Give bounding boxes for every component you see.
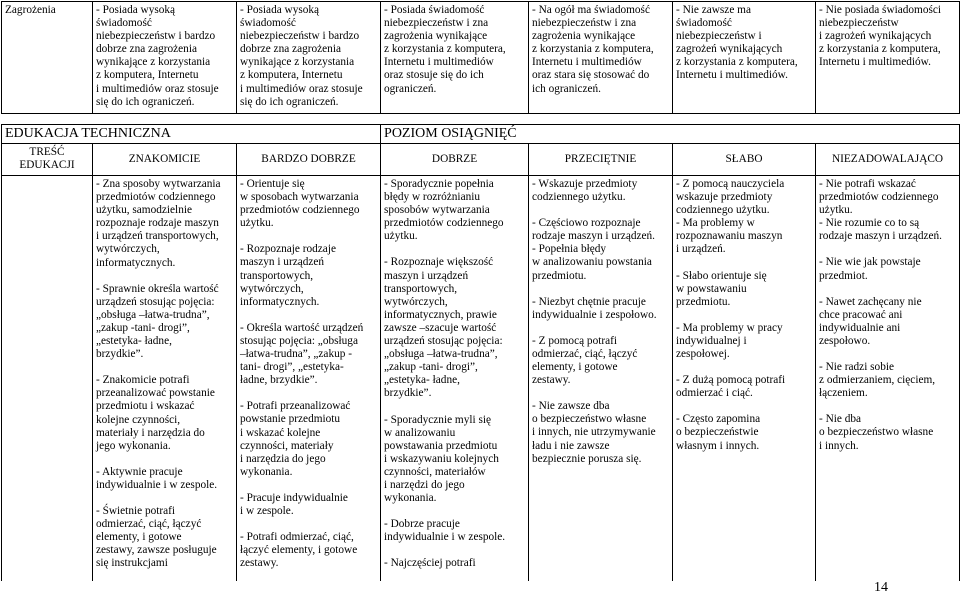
criterion: - Ma problemy w pracy indywidualnej i zespołowej. (676, 321, 783, 361)
criterion: - Rozpoznaje większość maszyn i urządzeń transportowych, wytwórczych, informatycznych, prawie zawsze –szacuje wartość urządzeń stosując pojęcia: „obsługa –łatwa-trudna”, „zakup -tani- drogi”, „estetyka- ładne, brzydkie”. (384, 256, 503, 400)
level-header-slabo: SŁABO (673, 144, 816, 176)
criterion: - Najczęściej potrafi (384, 557, 476, 570)
criterion: - Często zapomina o bezpieczeństwie własnym i innych. (676, 413, 761, 452)
top-table (1, 1, 960, 114)
criterion: - Z pomocą potrafi odmierzać, ciąć, łączyć elementy, i gotowe zestawy. (532, 334, 638, 387)
criterion: - Z pomocą nauczyciela wskazuje przedmioty codziennego użytku. - Ma problemy w rozpoznawaniu maszyn i urządzeń. (676, 178, 785, 256)
content-cell-slabo (673, 176, 816, 581)
criterion: - Częściowo rozpoznaje rodzaje maszyn i urządzeń. - Popełnia błędy w analizowaniu powstania przedmiotu. (532, 217, 655, 282)
criterion: - Znakomicie potrafi przeanalizować powstanie przedmiotu i wskazać kolejne czynności, materiały i narzędzia do jego wykonania. (96, 374, 215, 452)
row-label-zagrozenia: Zagrożenia (2, 2, 93, 114)
top-cell-niezadowalajaco: - Nie posiada świadomości niebezpieczeństw i zagrożeń wynikających z korzystania z komputera, Internetu i multimediów. (816, 2, 960, 114)
criterion: - Niezbyt chętnie pracuje indywidualnie i zespołowo. (532, 295, 657, 321)
criterion: - Aktywnie pracuje indywidualnie i w zespole. (96, 465, 218, 491)
criterion: - Dobrze pracuje indywidualnie i w zespole. (384, 518, 506, 544)
top-cell-dobrze: - Posiada świadomość niebezpieczeństw i zna zagrożenia wynikające z korzystania z komputera, Internetu i multimediów oraz stosuje się do ich ograniczeń. (381, 2, 529, 114)
criterion: - Z dużą pomocą potrafi odmierzać i ciąć. (676, 374, 786, 400)
content-cell-bardzo-dobrze (237, 176, 381, 581)
content-cell-przecietnie (529, 176, 673, 581)
content-cell-empty (2, 176, 93, 581)
top-cell-slabo: - Nie zawsze ma świadomość niebezpieczeństw i zagrożeń wynikających z korzystania z komputera, Internetu i multimediów. (673, 2, 816, 114)
achievement-header: POZIOM OSIĄGNIĘĆ (381, 125, 960, 144)
page-number: 14 (874, 580, 888, 595)
content-cell-znakomicie (93, 176, 237, 581)
criterion: - Określa wartość urządzeń stosując pojęcia: „obsługa –łatwa-trudna”, „zakup - tani- drogi”, „estetyka- ładne, brzydkie”. (240, 321, 364, 387)
top-cell-znakomicie: - Posiada wysoką świadomość niebezpieczeństw i bardzo dobrze zna zagrożenia wynikające z korzystania z komputera, Internetu i multimediów oraz stosuje się do ich ograniczeń. (93, 2, 237, 114)
criterion: - Słabo orientuje się w powstawaniu przedmiotu. (676, 269, 767, 308)
section-title: EDUKACJA TECHNICZNA (2, 125, 381, 144)
content-cell-niezadowalajaco (816, 176, 960, 581)
criterion: - Nie wie jak powstaje przedmiot. (819, 256, 921, 282)
criterion: - Orientuje się w sposobach wytwarzania przedmiotów codziennego użytku. (240, 178, 360, 230)
criterion: - Sprawnie określa wartość urządzeń stosując pojęcia: „obsługa –łatwa-trudna”, „zakup -tani- drogi”, „estetyka- ładne, brzydkie”. (96, 282, 219, 361)
criterion: - Świetnie potrafi odmierzać, ciąć, łączyć elementy, i gotowe zestawy, zawsze posługuje się instrukcjami (96, 504, 217, 570)
criterion: - Nawet zachęcany nie chce pracować ani indywidualnie ani zespołowo. (819, 295, 922, 347)
content-cell-dobrze (381, 176, 529, 581)
criterion: - Potrafi przeanalizować powstanie przedmiotu i wskazać kolejne czynności, materiały i narzędzia do jego wykonania. (240, 400, 351, 478)
criterion: - Nie radzi sobie z odmierzaniem, cięciem, łączeniem. (819, 361, 936, 400)
level-header-dobrze: DOBRZE (381, 144, 529, 176)
criterion: - Sporadycznie myli się w analizowaniu powstawania przedmiotu i wskazywaniu kolejnych czynności, materiałów i narzędzi do jego wykonania. (384, 413, 499, 505)
top-cell-przecietnie: - Na ogół ma świadomość niebezpieczeństw i zna zagrożenia wynikające z korzystania z komputera, Internetu i multimediów oraz stara się stosować do ich ograniczeń. (529, 2, 673, 114)
criterion: - Nie potrafi wskazać przedmiotów codziennego użytku. - Nie rozumie co to są rodzaje maszyn i urządzeń. (819, 178, 942, 243)
education-table (1, 124, 960, 581)
criterion: - Pracuje indywidualnie i w zespole. (240, 491, 348, 517)
level-header-bardzo-dobrze: BARDZO DOBRZE (237, 144, 381, 176)
level-header-niezadowalajaco: NIEZADOWALAJĄCO (816, 144, 960, 176)
level-header-przecietnie: PRZECIĘTNIE (529, 144, 673, 176)
criterion: - Rozpoznaje rodzaje maszyn i urządzeń transportowych, wytwórczych, informatycznych. (240, 243, 336, 308)
criterion: - Zna sposoby wytwarzania przedmiotów codziennego użytku, samodzielnie rozpoznaje rodzaje maszyn i urządzeń transportowych, wytwórczych, informatycznych. (96, 178, 221, 269)
content-header: TREŚĆ EDUKACJI (2, 144, 93, 176)
criterion: - Potrafi odmierzać, ciąć, łączyć elementy, i gotowe zestawy. (240, 531, 358, 570)
criterion: - Wskazuje przedmioty codziennego użytku. (532, 178, 638, 204)
level-header-znakomicie: ZNAKOMICIE (93, 144, 237, 176)
criterion: - Sporadycznie popełnia błędy w rozróżnianiu sposobów wytwarzania przedmiotów codziennego użytku. (384, 178, 504, 243)
criterion: - Nie zawsze dba o bezpieczeństwo własne i innych, nie utrzymywanie ładu i nie zawsze bezpiecznie porusza się. (532, 400, 656, 465)
top-cell-bardzo-dobrze: - Posiada wysoką świadomość niebezpieczeństw i bardzo dobrze zna zagrożenia wynikające z korzystania z komputera, Internetu i multimediów oraz stosuje się do ich ograniczeń. (237, 2, 381, 114)
criterion: - Nie dba o bezpieczeństwo własne i innych. (819, 413, 934, 452)
